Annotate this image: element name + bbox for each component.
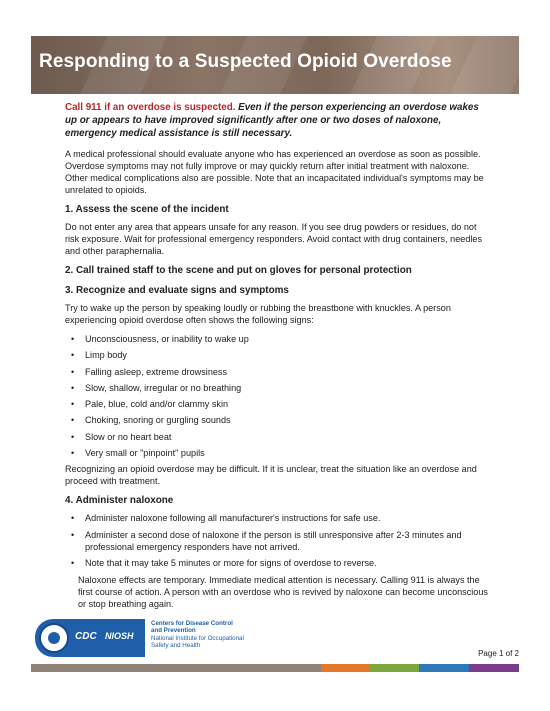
list-item: • Pale, blue, cold and/or clammy skin: [65, 398, 490, 410]
title-banner: [31, 36, 519, 94]
org-line-4: Safety and Health: [151, 642, 201, 650]
section1-heading: 1. Assess the scene of the incident: [65, 204, 229, 215]
org-name: [151, 620, 244, 650]
niosh-logo-text: NIOSH: [105, 631, 134, 641]
main-content: [65, 101, 490, 617]
page-title: Responding to a Suspected Opioid Overdose: [39, 51, 452, 72]
section4-after: Naloxone effects are temporary. Immediate medical attention is necessary. Calling 911 is always the first course of action. A person with an overdose who is revived by naloxone can become unconscious or stop breathing again.: [78, 574, 488, 609]
org-line-3: National Institute for Occupational: [151, 634, 244, 642]
cdc-niosh-logo: [35, 619, 145, 657]
list-item: • Limp body: [65, 349, 490, 361]
naloxone-list: [65, 512, 490, 569]
list-item: • Slow, shallow, irregular or no breathing: [65, 382, 490, 394]
bar-segment-green: [369, 664, 419, 672]
section3-text: Try to wake up the person by speaking loudly or rubbing the breastbone with knuckles. A person experiencing opioid overdose often shows the following signs:: [65, 303, 451, 325]
org-line-2: and Prevention: [151, 627, 196, 635]
list-item: • Note that it may take 5 minutes or more for signs of overdose to reverse.: [65, 557, 490, 569]
signs-list: [65, 333, 490, 459]
section3-after: Recognizing an opioid overdose may be difficult. If it is unclear, treat the situation like an overdose and proceed with treatment.: [65, 464, 477, 487]
call-911-text: Call 911 if an overdose is suspected.: [65, 102, 236, 113]
section3-heading: 3. Recognize and evaluate signs and symptoms: [65, 285, 289, 296]
bar-segment-orange: [321, 664, 369, 672]
bar-segment-blue: [419, 664, 469, 672]
page-number: Page 1 of 2: [478, 649, 519, 658]
footer-color-bar: [31, 664, 519, 672]
list-item: • Choking, snoring or gurgling sounds: [65, 414, 490, 426]
list-item: • Unconsciousness, or inability to wake up: [65, 333, 490, 345]
list-item: • Slow or no heart beat: [65, 431, 490, 443]
section2-heading: 2. Call trained staff to the scene and put on gloves for personal protection: [65, 265, 412, 276]
section1-text: Do not enter any area that appears unsafe for any reason. If you see drug powders or residues, do not risk exposure. Wait for professional emergency responders. Avoid contact with drug containers, needles and other paraphernalia.: [65, 222, 483, 256]
intro-emphasis: Even if the person experiencing an overdose wakes up or appears to have improved significantly after one or two doses of naloxone, emergency medical assistance is still necessary.: [65, 102, 479, 139]
section4-heading: 4. Administer naloxone: [65, 495, 174, 507]
list-item: • Very small or "pinpoint" pupils: [65, 447, 490, 459]
intro-lead: [65, 101, 490, 140]
list-item: • Administer naloxone following all manufacturer's instructions for safe use.: [65, 512, 490, 524]
bar-segment-purple: [469, 664, 519, 672]
intro-paragraph: A medical professional should evaluate anyone who has experienced an overdose as soon as possible. Overdose symptoms may not fully improve or may quickly return after initial treatment with naloxone. Other medical complications also are possible. Note that an incapacitated individual's symptoms may be unrelated to opioids.: [65, 149, 484, 195]
cdc-logo-text: CDC: [75, 631, 97, 642]
list-item: • Administer a second dose of naloxone if the person is still unresponsive after 2-3 minutes and professional emergency responders have not arrived.: [65, 529, 490, 553]
hhs-seal-icon: [39, 623, 69, 653]
list-item: • Falling asleep, extreme drowsiness: [65, 366, 490, 378]
org-line-1: Centers for Disease Control: [151, 620, 233, 627]
footer: [31, 617, 519, 661]
